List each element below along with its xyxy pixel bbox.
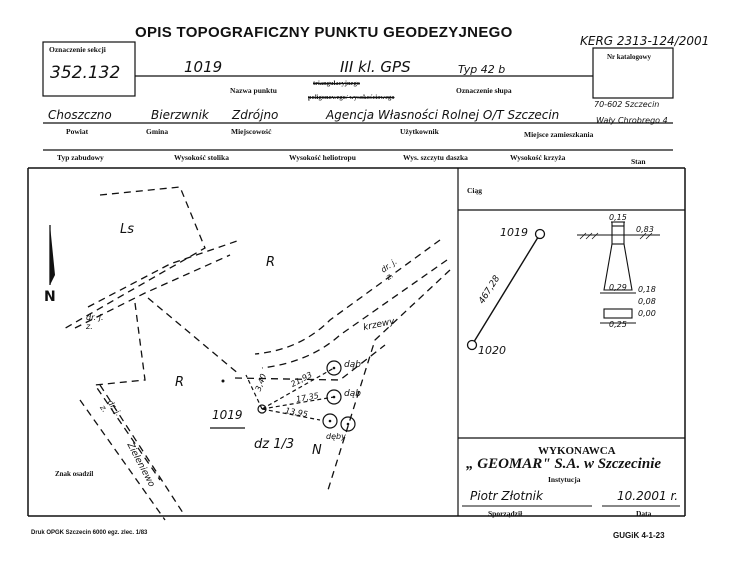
county-label: Powiat [66,127,89,136]
institution-label: Instytucja [548,475,581,484]
plate-height-label: Wys. szczytu daszka [403,153,468,162]
pillar-dimension: 0,83 [636,225,654,234]
distance-value: 17,35 [295,391,320,404]
point-label: 1019 [212,408,243,422]
road-label: dr. j. z. [86,313,104,331]
surface-mark-label: Znak osadzil [55,470,94,478]
meadow-label: N [312,443,322,458]
pillar-dimension: 0,15 [609,213,627,222]
document-date: 10.2001 r. [617,489,679,503]
table-height-label: Wysokość stolika [174,153,229,162]
pillar-dimension: 0,00 [638,309,656,318]
traverse-point-a: 1019 [500,226,528,239]
locality-value: Zdrójno [232,108,279,122]
parcel-label: dz 1/3 [254,437,295,452]
address-line1: 70-602 Szczecin [594,100,660,109]
road-label: dr. j. z. [98,398,123,418]
pillar-label: Oznaczenie słupa [456,86,512,95]
address-line2: Wały Chrobrego 4 [596,116,668,125]
oak-label: dąb [344,389,361,399]
author-name: Piotr Złotnik [470,489,543,503]
pillar-type: Typ 42 b [458,63,506,76]
point-number: 1019 [184,58,223,76]
point-class: III kl. GPS [340,58,411,76]
contractor-heading: WYKONAWCA [538,445,616,457]
road-label: dr. j. z. [379,257,399,282]
street-label: Zieleniewo [124,441,157,489]
triangulation-label: triangulacyjnego [313,80,360,87]
oaks-label: dęby [326,432,346,441]
date-label: Data [636,509,652,518]
distance-value: 21,93 [289,370,314,389]
distance-value: 3,40 [253,372,269,393]
traverse-distance: 467,28 [477,273,503,307]
user-value: Agencja Własności Rolnej O/T Szczecin [326,108,560,122]
construction-type-label: Typ zabudowy [57,153,104,162]
locality-label: Miejscowość [231,127,272,136]
cross-height-label: Wysokość krzyża [510,153,566,162]
distance-value: 13,95 [284,406,309,419]
section-label: Oznaczenie sekcji [49,45,106,54]
document-title: OPIS TOPOGRAFICZNY PUNKTU GEODEZYJNEGO [135,24,513,41]
oak-label: dąb [344,360,361,370]
reference-number: KERG 2313-124/2001 [580,34,710,48]
heliotrope-height-label: Wysokość heliotropu [289,153,356,162]
arable-label: R [175,375,185,390]
section-value: 352.132 [50,63,121,83]
address-label: Miejsce zamieszkania [524,130,594,139]
forest-label: Ls [120,222,135,237]
pillar-dimension: 0,25 [609,320,627,329]
pillar-dimension: 0,29 [609,283,627,292]
user-label: Użytkownik [400,127,439,136]
condition-label: Stan [631,157,646,166]
polygon-label: poligonowego/ wysokościowego [308,94,395,101]
bushes-label: krzewy [362,316,396,334]
arable-label: R [266,255,276,270]
north-label: N [44,289,56,305]
form-code: GUGiK 4-1-23 [613,531,665,540]
commune-label: Gmina [146,127,169,136]
author-label: Sporządził [488,509,523,518]
commune-value: Bierzwnik [151,108,209,122]
catalog-label: Nr katalogowy [607,53,652,61]
traverse-label: Ciąg [467,186,482,195]
county-value: Choszczno [48,108,112,122]
point-name-label: Nazwa punktu [230,86,277,95]
traverse-point-b: 1020 [478,344,506,357]
contractor-company: „ GEOMAR" S.A. w Szczecinie [466,456,662,472]
pillar-dimension: 0,08 [638,297,656,306]
pillar-dimension: 0,18 [638,285,656,294]
print-info: Druk OPGK Szczecin 6000 egz. zlec. 1/83 [31,530,148,536]
